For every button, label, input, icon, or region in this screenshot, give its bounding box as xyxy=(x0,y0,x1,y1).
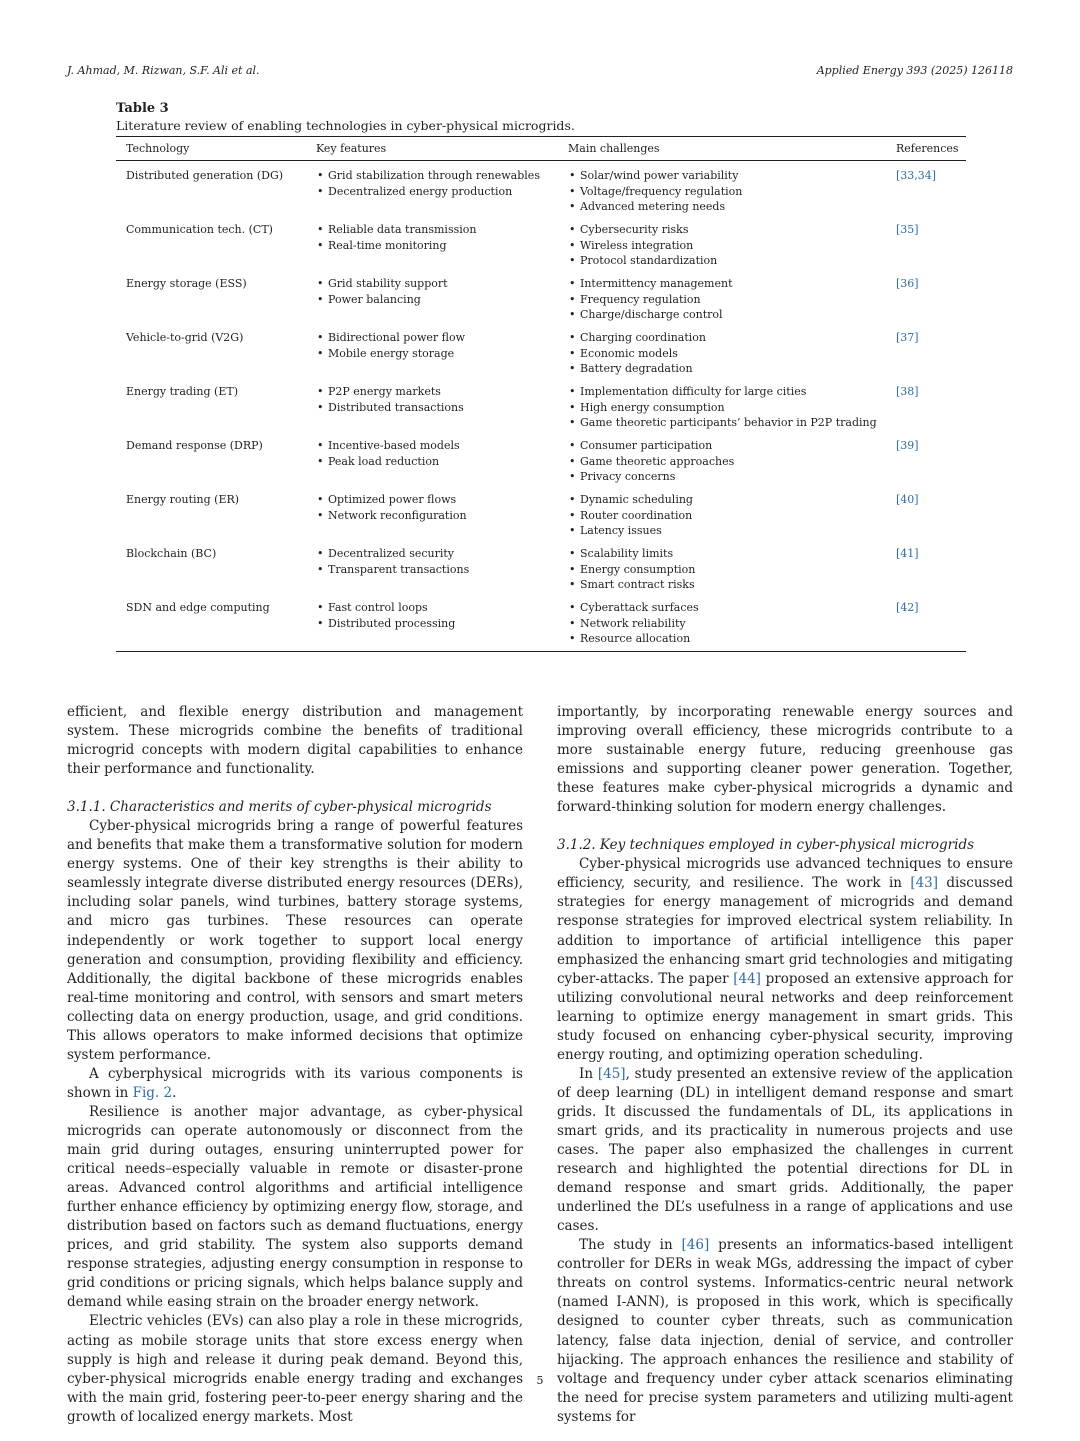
bullet-item: • Network reconfiguration xyxy=(316,508,558,524)
reference-link[interactable]: [35] xyxy=(896,223,919,236)
table-header-row xyxy=(116,137,966,161)
right-text-column xyxy=(557,703,1013,1427)
table-body xyxy=(116,161,966,652)
bullet-item: • Distributed processing xyxy=(316,616,558,632)
main-challenges-cell xyxy=(558,485,886,539)
page-number: 5 xyxy=(536,1374,544,1387)
bullet-item: • Frequency regulation xyxy=(568,292,886,308)
citation-link-44[interactable]: [44] xyxy=(733,970,761,987)
bullet-item: • Solar/wind power variability xyxy=(568,168,886,184)
bullet-item: • Grid stability support xyxy=(316,276,558,292)
paragraph: Cyber-physical microgrids bring a range of powerful features and benefits that make them a transformative solution for modern energy systems. One of their key strengths is their ability to seamlessly integrate diverse distributed energy resources (DERs), including solar panels, wind turbines, battery storage systems, and micro gas turbines. These resources can operate independently or work together to support local energy generation and consumption, providing flexibility and efficiency. Additionally, the digital backbone of these microgrids enables real-time monitoring and control, with sensors and smart meters collecting data on energy production, usage, and grid conditions. This allows operators to make informed decisions that optimize system performance. xyxy=(67,818,523,1063)
main-challenges-cell xyxy=(558,269,886,323)
bullet-item: • Advanced metering needs xyxy=(568,199,886,215)
paragraph: In [45], study presented an extensive review of the application of deep learning (DL) in intelligent demand response and smart grids. It discussed the fundamentals of DL, its applications in smart grids, and its practicality in numerous projects and use cases. The paper also emphasized the challenges in current research and highlighted the potential directions for DL in demand response and smart grids. Additionally, the paper underlined the DL’s usefulness in a range of applications and use cases. xyxy=(557,1065,1013,1235)
column-header-references: References xyxy=(886,137,966,161)
intro-paragraph: efficient, and flexible energy distribution and management system. These microgrids combine the benefits of traditional microgrid concepts with modern digital capabilities to enhance their performance and functionality. xyxy=(67,704,523,778)
column-header-main-challenges: Main challenges xyxy=(558,137,886,161)
bullet-item: • Scalability limits xyxy=(568,546,886,562)
reference-link[interactable]: [33,34] xyxy=(896,169,937,182)
bullet-item: • Decentralized energy production xyxy=(316,184,558,200)
bullet-item: • Decentralized security xyxy=(316,546,558,562)
citation-link-46[interactable]: [46] xyxy=(681,1237,710,1254)
main-challenges-cell xyxy=(558,593,886,652)
technology-cell: Energy storage (ESS) xyxy=(126,277,247,290)
technology-cell: Demand response (DRP) xyxy=(126,439,263,452)
reference-link[interactable]: [42] xyxy=(886,593,966,652)
technology-cell: Energy routing (ER) xyxy=(126,493,240,506)
section-heading-3-1-1: 3.1.1. Characteristics and merits of cyber-physical microgrids xyxy=(67,799,492,816)
bullet-item: • Energy consumption xyxy=(568,562,886,578)
figure-link-fig-2[interactable]: Fig. 2 xyxy=(132,1084,173,1101)
running-header-authors: J. Ahmad, M. Rizwan, S.F. Ali et al. xyxy=(67,64,260,77)
main-challenges-cell xyxy=(558,377,886,431)
technology-cell: Energy trading (ET) xyxy=(126,385,239,398)
key-features-cell xyxy=(306,323,558,377)
technology-cell: Blockchain (BC) xyxy=(126,547,217,560)
bullet-item: • Incentive-based models xyxy=(316,438,558,454)
key-features-cell xyxy=(306,215,558,269)
citation-link-43[interactable]: [43] xyxy=(910,875,939,892)
running-header-journal: Applied Energy 393 (2025) 126118 xyxy=(816,64,1013,77)
bullet-item: • Dynamic scheduling xyxy=(568,492,886,508)
bullet-item: • Game theoretic participants’ behavior in P2P trading xyxy=(568,415,886,431)
bullet-item: • Router coordination xyxy=(568,508,886,524)
paragraph: Resilience is another major advantage, as cyber-physical microgrids can operate autonomously or disconnect from the main grid during outages, ensuring uninterrupted power for critical needs–especially valuable in remote or disaster-prone areas. Advanced control algorithms and artificial intelligence further enhance efficiency by optimizing energy flow, storage, and distribution based on factors such as demand fluctuations, energy prices, and grid stability. The system also supports demand response strategies, adjusting energy consumption in response to grid conditions or pricing signals, which helps balance supply and demand while easing strain on the broader energy network. xyxy=(67,1103,523,1311)
technology-table xyxy=(116,136,966,652)
bullet-item: • Grid stabilization through renewables xyxy=(316,168,558,184)
table-row xyxy=(116,593,966,652)
main-challenges-cell xyxy=(558,431,886,485)
reference-link[interactable]: [41] xyxy=(896,547,919,560)
left-text-column xyxy=(67,703,523,1427)
key-features-cell xyxy=(306,161,558,216)
bullet-item: • Latency issues xyxy=(568,523,886,539)
paragraph: Cyber-physical microgrids use advanced techniques to ensure efficiency, security, and resilience. The work in [43] discussed strategies for energy management of microgrids and demand response strategies for improved electrical system reliability. In addition to importance of artificial intelligence this paper emphasized the enhancing smart grid technologies and mitigating cyber-attacks. The paper [44] proposed an extensive approach for utilizing convolutional neural networks and deep reinforcement learning to optimize energy management in smart grids. This study focused on enhancing cyber-physical security, improving energy routing, and optimizing operation scheduling. xyxy=(557,856,1014,1063)
bullet-item: • P2P energy markets xyxy=(316,384,558,400)
main-challenges-cell xyxy=(558,161,886,216)
reference-link[interactable]: [39] xyxy=(896,439,919,452)
bullet-item: • Cyberattack surfaces xyxy=(568,600,886,616)
bullet-item: • Cybersecurity risks xyxy=(568,222,886,238)
bullet-item: • Bidirectional power flow xyxy=(316,330,558,346)
bullet-item: • Protocol standardization xyxy=(568,253,886,269)
table-row xyxy=(116,215,966,269)
bullet-item: • Consumer participation xyxy=(568,438,886,454)
table-caption: Literature review of enabling technologies in cyber-physical microgrids. xyxy=(116,118,575,133)
bullet-item: • Distributed transactions xyxy=(316,400,558,416)
key-features-cell xyxy=(306,377,558,431)
bullet-item: • Real-time monitoring xyxy=(316,238,558,254)
table-row xyxy=(116,431,966,485)
bullet-item: • Fast control loops xyxy=(316,600,558,616)
section-heading-3-1-2: 3.1.2. Key techniques employed in cyber-physical microgrids xyxy=(557,837,975,854)
continued-paragraph: importantly, by incorporating renewable energy sources and improving overall efficiency, these microgrids contribute to a more sustainable energy future, reducing greenhouse gas emissions and supporting cleaner power generation. Together, these features make cyber-physical microgrids a dynamic and forward-thinking solution for modern energy challenges. xyxy=(557,704,1013,816)
bullet-item: • Reliable data transmission xyxy=(316,222,558,238)
bullet-item: • Resource allocation xyxy=(568,631,886,647)
paragraph: A cyberphysical microgrids with its various components is shown in Fig. 2. xyxy=(67,1065,523,1101)
table-3 xyxy=(116,100,966,652)
table-row xyxy=(116,161,966,216)
bullet-item: • Charging coordination xyxy=(568,330,886,346)
technology-cell: Vehicle-to-grid (V2G) xyxy=(126,331,244,344)
bullet-item: • Implementation difficulty for large cities xyxy=(568,384,886,400)
bullet-item: • High energy consumption xyxy=(568,400,886,416)
reference-link[interactable]: [36] xyxy=(896,277,919,290)
bullet-item: • Smart contract risks xyxy=(568,577,886,593)
bullet-item: • Game theoretic approaches xyxy=(568,454,886,470)
main-challenges-cell xyxy=(558,539,886,593)
key-features-cell xyxy=(306,485,558,539)
column-header-key-features: Key features xyxy=(306,137,558,161)
key-features-cell xyxy=(306,593,558,652)
paragraph: The study in [46] presents an informatics-based intelligent controller for DERs in weak MGs, addressing the impact of cyber threats on control systems. Informatics-centric neural network (named I-ANN), is proposed in this work, which is specifically designed to counter cyber threats, such as communication latency, false data injection, denial of service, and controller hijacking. The approach enhances the resilience and stability of voltage and frequency under cyber attack scenarios eliminating the need for precise system parameters and utilizing multi-agent systems for xyxy=(557,1237,1013,1425)
bullet-item: • Peak load reduction xyxy=(316,454,558,470)
bullet-item: • Battery degradation xyxy=(568,361,886,377)
bullet-item: • Power balancing xyxy=(316,292,558,308)
bullet-item: • Intermittency management xyxy=(568,276,886,292)
bullet-item: • Optimized power flows xyxy=(316,492,558,508)
table-row xyxy=(116,323,966,377)
main-challenges-cell xyxy=(558,215,886,269)
table-row xyxy=(116,539,966,593)
bullet-item: • Privacy concerns xyxy=(568,469,886,485)
table-title: Table 3 xyxy=(116,101,169,116)
bullet-item: • Voltage/frequency regulation xyxy=(568,184,886,200)
table-row xyxy=(116,377,966,431)
bullet-item: • Transparent transactions xyxy=(316,562,558,578)
paragraph: Electric vehicles (EVs) can also play a role in these microgrids, acting as mobile storage units that store excess energy when supply is high and release it during peak demand. Beyond this, cyber-physical microgrids enable energy trading and exchanges with the main grid, fostering peer-to-peer energy sharing and the growth of localized energy markets. Most xyxy=(67,1313,523,1425)
reference-link[interactable]: [38] xyxy=(896,385,919,398)
technology-cell: SDN and edge computing xyxy=(116,593,306,652)
bullet-item: • Mobile energy storage xyxy=(316,346,558,362)
bullet-item: • Wireless integration xyxy=(568,238,886,254)
technology-cell: Distributed generation (DG) xyxy=(126,169,284,182)
key-features-cell xyxy=(306,269,558,323)
technology-cell: Communication tech. (CT) xyxy=(126,223,273,236)
main-challenges-cell xyxy=(558,323,886,377)
bullet-item: • Charge/discharge control xyxy=(568,307,886,323)
key-features-cell xyxy=(306,539,558,593)
table-row xyxy=(116,485,966,539)
bullet-item: • Network reliability xyxy=(568,616,886,632)
column-header-technology: Technology xyxy=(116,137,306,161)
reference-link[interactable]: [37] xyxy=(896,331,919,344)
key-features-cell xyxy=(306,431,558,485)
bullet-item: • Economic models xyxy=(568,346,886,362)
citation-link-45[interactable]: [45] xyxy=(597,1065,626,1082)
table-row xyxy=(116,269,966,323)
reference-link[interactable]: [40] xyxy=(896,493,919,506)
